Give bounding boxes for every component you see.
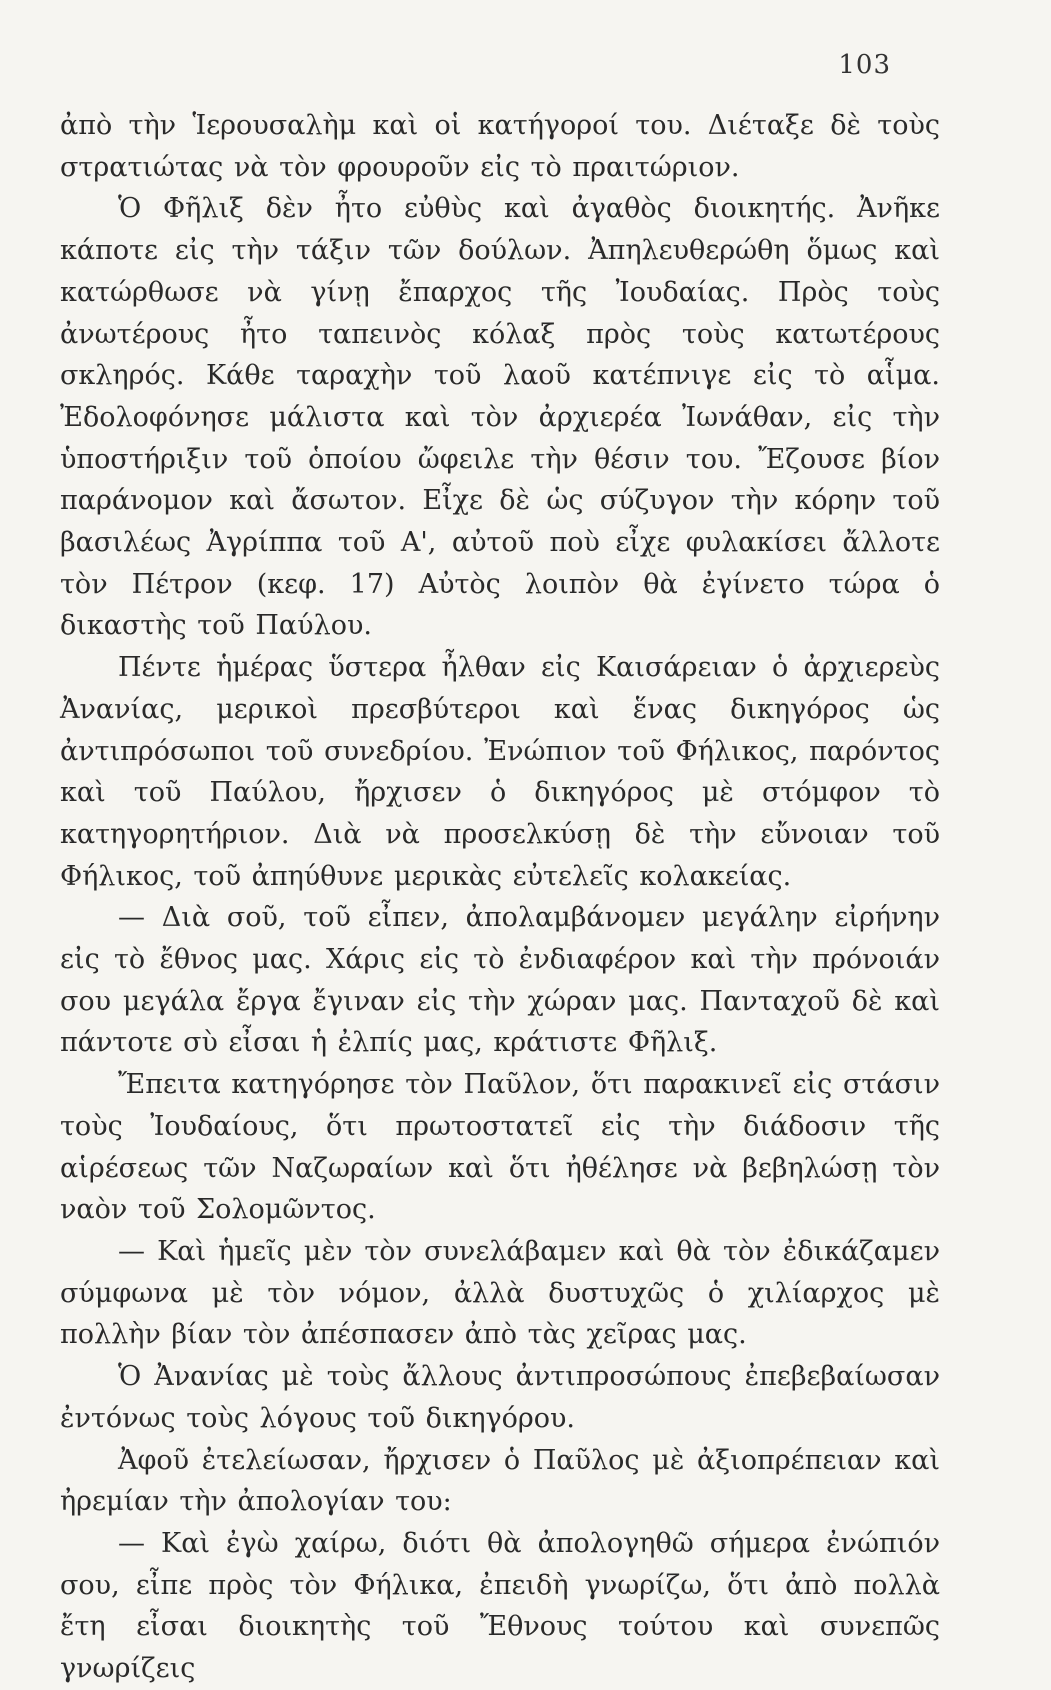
paragraph-4: — Διὰ σοῦ, τοῦ εἶπεν, ἀπολαμβάνομεν μεγάλην εἰρήνην εἰς τὸ ἔθνος μας. Χάρις εἰς τὸ ἐνδιαφέρον καὶ τὴν πρόνοιάν σου μεγάλα ἔργα ἔγιναν εἰς τὴν χώραν μας. Πανταχοῦ δὲ καὶ πάντοτε σὺ εἶσαι ἡ ἐλπίς μας, κράτιστε Φῆλιξ. <box>60 902 940 1059</box>
paragraph-1: ἀπὸ τὴν Ἱερουσαλὴμ καὶ οἱ κατήγοροί του. Διέταξε δὲ τοὺς στρατιώτας νὰ τὸν φρουροῦν εἰς τὸ πραιτώριον. <box>60 110 940 183</box>
paragraph-3: Πέντε ἡμέρας ὕστερα ἦλθαν εἰς Καισάρειαν ὁ ἀρχιερεὺς Ἀνανίας, μερικοὶ πρεσβύτεροι καὶ ἕνας δικηγόρος ὡς ἀντιπρόσωποι τοῦ συνεδρίου. Ἐνώπιον τοῦ Φήλικος, παρόντος καὶ τοῦ Παύλου, ἤρχισεν ὁ δικηγόρος μὲ στόμφον τὸ κατηγορητήριον. Διὰ νὰ προσελκύσῃ δὲ τὴν εὔνοιαν τοῦ Φήλικος, τοῦ ἀπηύθυνε μερικὰς εὐτελεῖς κολακείας. <box>60 652 940 892</box>
body-text <box>60 105 940 1690</box>
page-number: 103 <box>838 50 891 80</box>
paragraph-5: Ἔπειτα κατηγόρησε τὸν Παῦλον, ὅτι παρακινεῖ εἰς στάσιν τοὺς Ἰουδαίους, ὅτι πρωτοστατεῖ εἰς τὴν διάδοσιν τῆς αἱρέσεως τῶν Ναζωραίων καὶ ὅτι ἠθέλησε νὰ βεβηλώσῃ τὸν ναὸν τοῦ Σολομῶντος. <box>60 1069 940 1226</box>
paragraph-7: Ὁ Ἀνανίας μὲ τοὺς ἄλλους ἀντιπροσώπους ἐπεβεβαίωσαν ἐντόνως τοὺς λόγους τοῦ δικηγόρου. <box>60 1361 940 1434</box>
paragraph-6: — Καὶ ἡμεῖς μὲν τὸν συνελάβαμεν καὶ θὰ τὸν ἐδικάζαμεν σύμφωνα μὲ τὸν νόμον, ἀλλὰ δυστυχῶς ὁ χιλίαρχος μὲ πολλὴν βίαν τὸν ἀπέσπασεν ἀπὸ τὰς χεῖρας μας. <box>60 1235 940 1351</box>
paragraph-9: — Καὶ ἐγὼ χαίρω, διότι θὰ ἀπολογηθῶ σήμερα ἐνώπιόν σου, εἶπε πρὸς τὸν Φήλικα, ἐπειδὴ γνωρίζω, ὅτι ἀπὸ πολλὰ ἔτη εἶσαι διοικητὴς τοῦ Ἔθνους τούτου καὶ συνεπῶς γνωρίζεις <box>60 1527 940 1685</box>
paragraph-8: Ἀφοῦ ἐτελείωσαν, ἤρχισεν ὁ Παῦλος μὲ ἀξιοπρέπειαν καὶ ἠρεμίαν τὴν ἀπολογίαν του: <box>60 1444 940 1518</box>
paragraph-2: Ὁ Φῆλιξ δὲν ἦτο εὐθὺς καὶ ἀγαθὸς διοικητής. Ἀνῆκε κάποτε εἰς τὴν τάξιν τῶν δούλων. Ἀπηλευθερώθη ὅμως καὶ κατώρθωσε νὰ γίνῃ ἔπαρχος τῆς Ἰουδαίας. Πρὸς τοὺς ἀνωτέρους ἦτο ταπεινὸς κόλαξ πρὸς τοὺς κατωτέρους σκληρός. Κάθε ταραχὴν τοῦ λαοῦ κατέπνιγε εἰς τὸ αἷμα. Ἐδολοφόνησε μάλιστα καὶ τὸν ἀρχιερέα Ἰωνάθαν, εἰς τὴν ὑποστήριξιν τοῦ ὁποίου ὤφειλε τὴν θέσιν του. Ἔζουσε βίον παράνομον καὶ ἄσωτον. Εἶχε δὲ ὡς σύζυγον τὴν κόρην τοῦ βασιλέως Ἀγρίππα τοῦ Α', αὐτοῦ ποὺ εἶχε φυλακίσει ἄλλοτε τὸν Πέτρον (κεφ. 17) Αὐτὸς λοιπὸν θὰ ἐγίνετο τώρα ὁ δικαστὴς τοῦ Παύλου. <box>60 193 940 642</box>
